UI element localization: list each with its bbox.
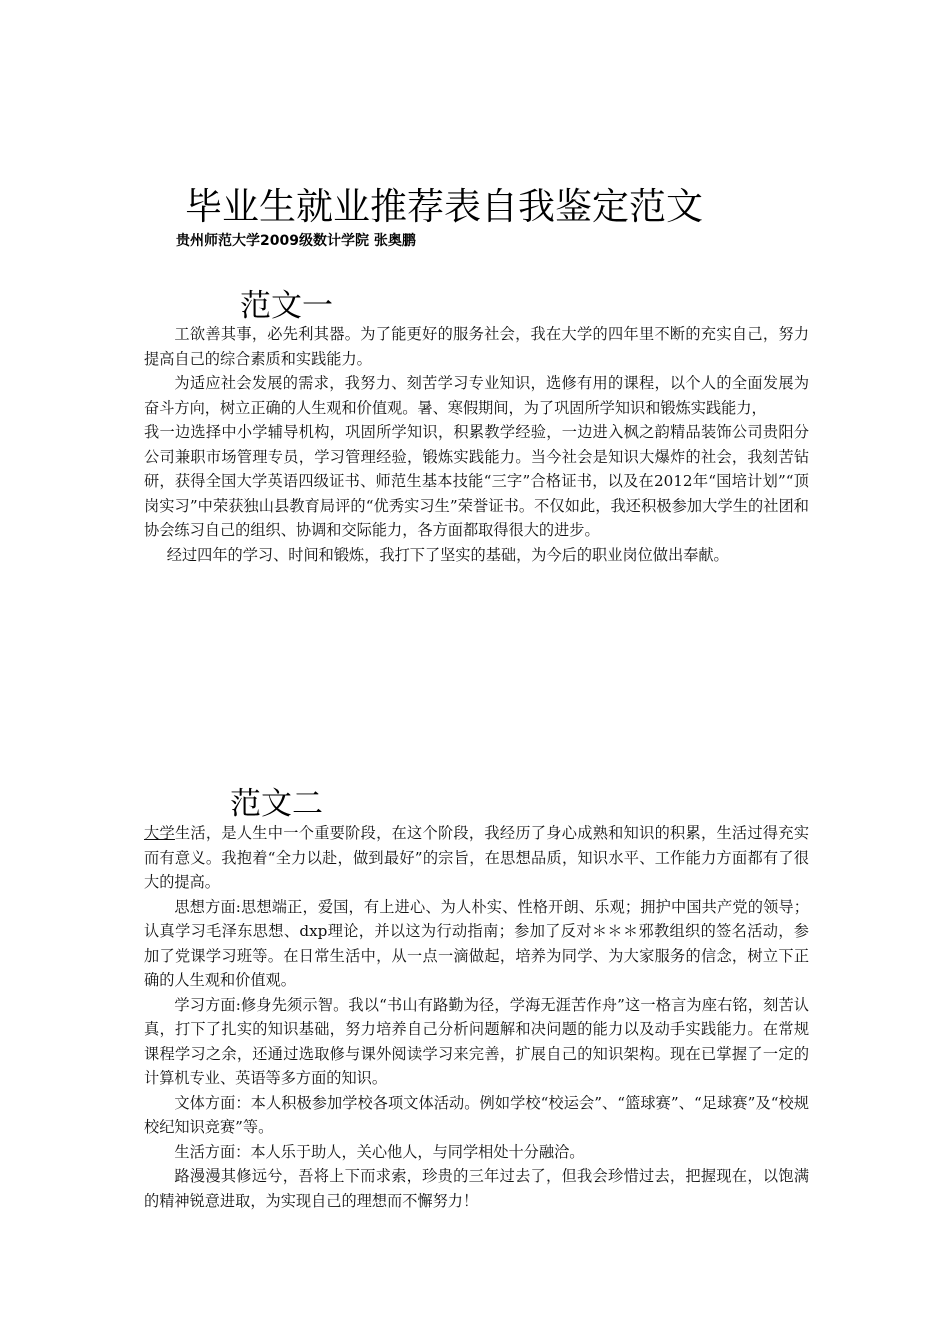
paragraph-intro (144, 821, 809, 895)
document-title: 毕业生就业推荐表自我鉴定范文 (185, 185, 703, 228)
paragraph: 为适应社会发展的需求，我努力、刻苦学习专业知识，选修有用的课程，以个人的全面发展为奋斗方向，树立正确的人生观和价值观。暑、寒假期间，为了巩固所学知识和锻炼实践能力， (144, 374, 809, 417)
section-heading-2: 范文二 (230, 786, 323, 822)
paragraph: 学习方面:修身先须示智。我以“书山有路勤为径，学海无涯苦作舟”这一格言为座右铭，刻苦认真，打下了扎实的知识基础，努力培养自己分析问题解和决问题的能力以及动手实践能力。在常规课程学习之余，还通过选取修与课外阅读学习来完善，扩展自己的知识架构。现在已掌握了一定的计算机专业、英语等多方面的知识。 (144, 995, 809, 1087)
paragraph: 工欲善其事，必先利其器。为了能更好的服务社会，我在大学的四年里不断的充实自己，努力提高自己的综合素质和实践能力。 (144, 325, 809, 368)
paragraph: 路漫漫其修远兮，吾将上下而求索，珍贵的三年过去了，但我会珍惜过去，把握现在，以饱满的精神锐意进取，为实现自己的理想而不懈努力！ (144, 1167, 809, 1210)
intro-text: 生活，是人生中一个重要阶段，在这个阶段，我经历了身心成熟和知识的积累，生活过得充实而有意义。我抱着“全力以赴，做到最好”的宗旨，在思想品质，知识水平、工作能力方面都有了很大的提高。 (144, 824, 810, 891)
paragraph: 生活方面：本人乐于助人，关心他人，与同学相处十分融洽。 (174, 1142, 585, 1161)
author-byline: 贵州师范大学2009级数计学院 张奥鹏 (176, 233, 416, 249)
university-link[interactable]: 大学 (144, 824, 175, 842)
paragraph: 文体方面：本人积极参加学校各项文体活动。例如学校“校运会”、“篮球赛”、“足球赛”及“校规校纪知识竞赛”等。 (144, 1093, 809, 1136)
paragraph: 我一边选择中小学辅导机构，巩固所学知识，积累教学经验，一边进入枫之韵精品装饰公司贵阳分公司兼职市场管理专员，学习管理经验，锻炼实践能力。当今社会是知识大爆炸的社会，我刻苦钻研，获得全国大学英语四级证书、师范生基本技能“三字”合格证书，以及在2012年“国培计划”“顶岗实习”中荣获独山县教育局评的“优秀实习生”荣誉证书。不仅如此，我还积极参加大学生的社团和协会练习自己的组织、协调和交际能力，各方面都取得很大的进步。 (144, 423, 809, 539)
section-body-1 (144, 322, 809, 567)
section-heading-1: 范文一 (240, 288, 333, 324)
paragraph: 经过四年的学习、时间和锻炼，我打下了坚实的基础，为今后的职业岗位做出奉献。 (166, 545, 729, 564)
section-body-2 (144, 821, 809, 1213)
paragraph: 思想方面:思想端正，爱国，有上进心、为人朴实、性格开朗、乐观；拥护中国共产党的领导；认真学习毛泽东思想、dxp理论，并以这为行动指南；参加了反对＊＊＊邪教组织的签名活动，参加了党课学习班等。在日常生活中，从一点一滴做起，培养为同学、为大家服务的信念，树立下正确的人生观和价值观。 (144, 897, 809, 989)
